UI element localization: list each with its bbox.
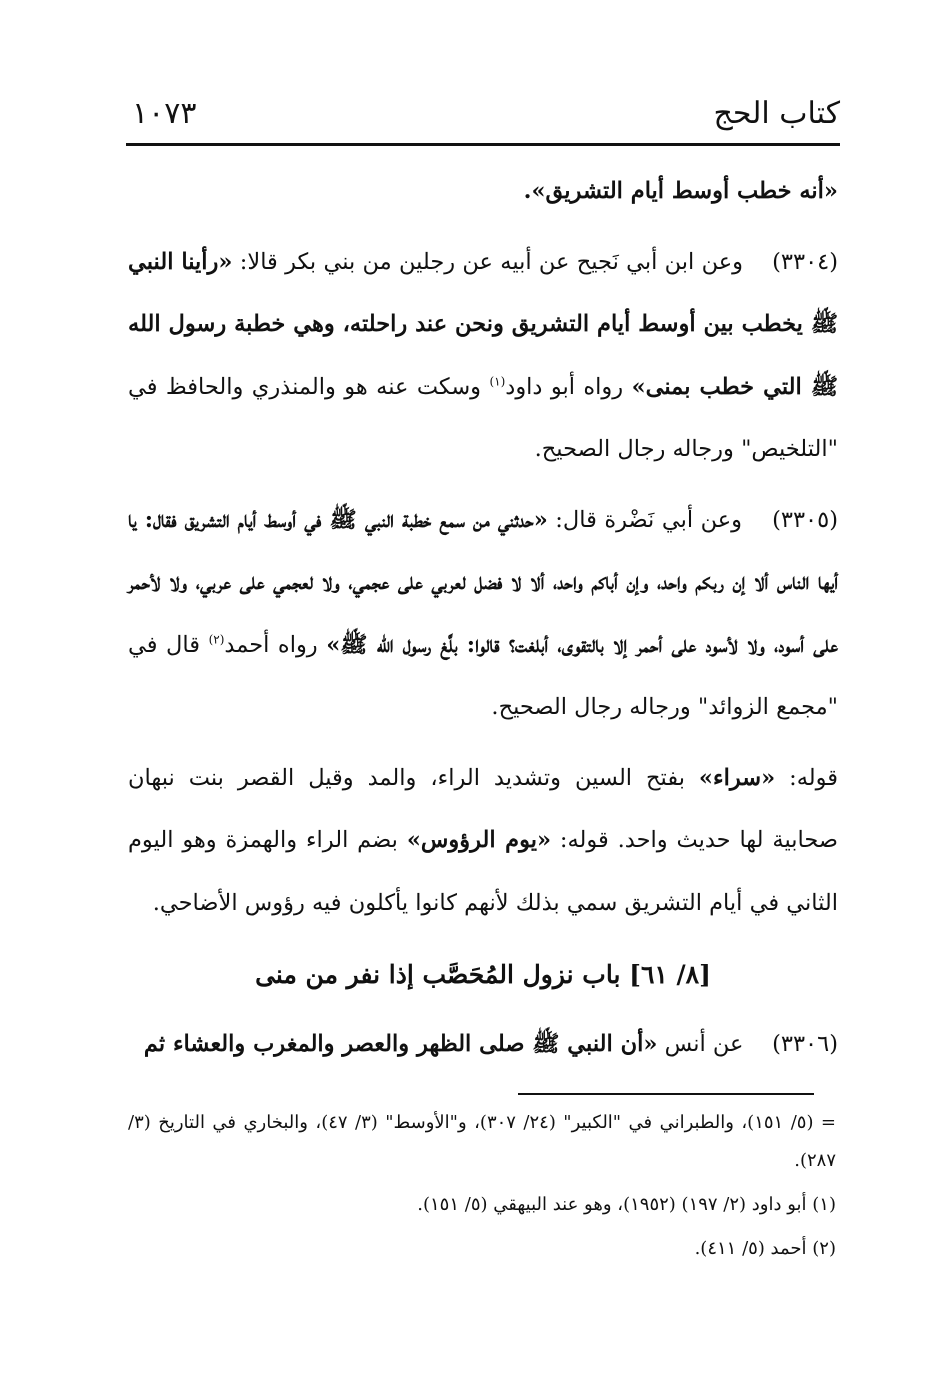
hadith-number: (٣٣٠٥) <box>772 506 838 533</box>
footnote-rule <box>518 1093 814 1095</box>
chapter-heading: [٨/ ٦١] باب نزول المُحَصَّب إذا نفر من منى <box>255 960 711 989</box>
page-number: ١٠٧٣ <box>132 96 197 131</box>
hadith-quote: «رأينا النبي ﷺ يخطب بين أوسط أيام التشريق ونحن عند راحلته، وهي خطبة رسول الله ﷺ التي خطب بمنى» <box>128 248 838 400</box>
hadith-quote: «أن النبي ﷺ صلى الظهر والعصر والمغرب والعشاء ثم <box>143 1030 658 1057</box>
page-header <box>126 96 840 144</box>
paragraph-continuation: «أنه خطب أوسط أيام التشريق». <box>523 178 838 204</box>
footnote-ref: (٢) <box>208 632 225 646</box>
hadith-number: (٣٣٠٤) <box>772 248 839 275</box>
running-title: كتاب الحج <box>713 96 840 131</box>
main-text <box>128 160 838 1083</box>
footnote-2: (٢) أحمد (٥/ ٤١١). <box>694 1238 836 1259</box>
header-rule <box>126 143 840 146</box>
commentary: قوله: «سراء» بفتح السين وتشديد الراء، والمد وقيل القصر بنت نبهان صحابية لها حديث واحد. قوله: «يوم الرؤوس» بضم الراء والهمزة وهو اليوم الثاني في أيام التشريق سمي بذلك لأنهم كانوا يأكلون فيه رؤوس الأضاحي. <box>128 764 839 916</box>
hadith-3304: (٣٣٠٤) وعن ابن أبي نَجيح عن أبيه عن رجلين من بني بكر قالا: «رأينا النبي ﷺ يخطب بين أوسط أيام التشريق ونحن عند راحلته، وهي خطبة رسول الله ﷺ التي خطب بمنى» رواه أبو داود$^{(١)}$ وسكت عنه هو والمنذري والحافظ في "التلخيص" ورجاله رجال الصحيح. <box>128 248 839 462</box>
footnote-continuation: = (٥/ ١٥١)، والطبراني في "الكبير" (٢٤/ ٣٠٧)، و"الأوسط" (٣/ ٤٧)، والبخاري في التاريخ (٣/ ٢٨٧). <box>128 1112 836 1171</box>
footnote-ref: (١) <box>489 374 506 388</box>
hadith-number: (٣٣٠٦) <box>772 1030 838 1057</box>
hadith-quote: «حدثني من سمع خطبة النبي ﷺ في أوسط أيام التشريق فقال: يا أيها الناس ألا إن ربكم واحد، وإن أباكم واحد، ألا لا فضل لعربي على عجمي، ولا لعجمي على عربي، ولا لأحمر على أسود، ولا لأسود على أحمر إلا بالتقوى، أبلغت؟ قالوا: بلَّغ رسول الله ﷺ» <box>128 506 839 658</box>
hadith-3306: (٣٣٠٦) عن أنس «أن النبي ﷺ صلى الظهر والعصر والمغرب والعشاء ثم <box>143 1030 838 1057</box>
footnotes <box>128 1104 836 1274</box>
hadith-3305: (٣٣٠٥) وعن أبي نَضْرة قال: «حدثني من سمع خطبة النبي ﷺ في أوسط أيام التشريق فقال: يا أيها الناس ألا إن ربكم واحد، وإن أباكم واحد، ألا لا فضل لعربي على عجمي، ولا لعجمي على عربي، ولا لأحمر على أسود، ولا لأسود على أحمر إلا بالتقوى، أبلغت؟ قالوا: بلَّغ رسول الله ﷺ» رواه أحمد$^{(٢)}$ قال في "مجمع الزوائد" ورجاله رجال الصحيح. <box>128 506 839 720</box>
footnote-1: (١) أبو داود (٢/ ١٩٧) (١٩٥٢)، وهو عند البيهقي (٥/ ١٥١). <box>417 1194 836 1215</box>
